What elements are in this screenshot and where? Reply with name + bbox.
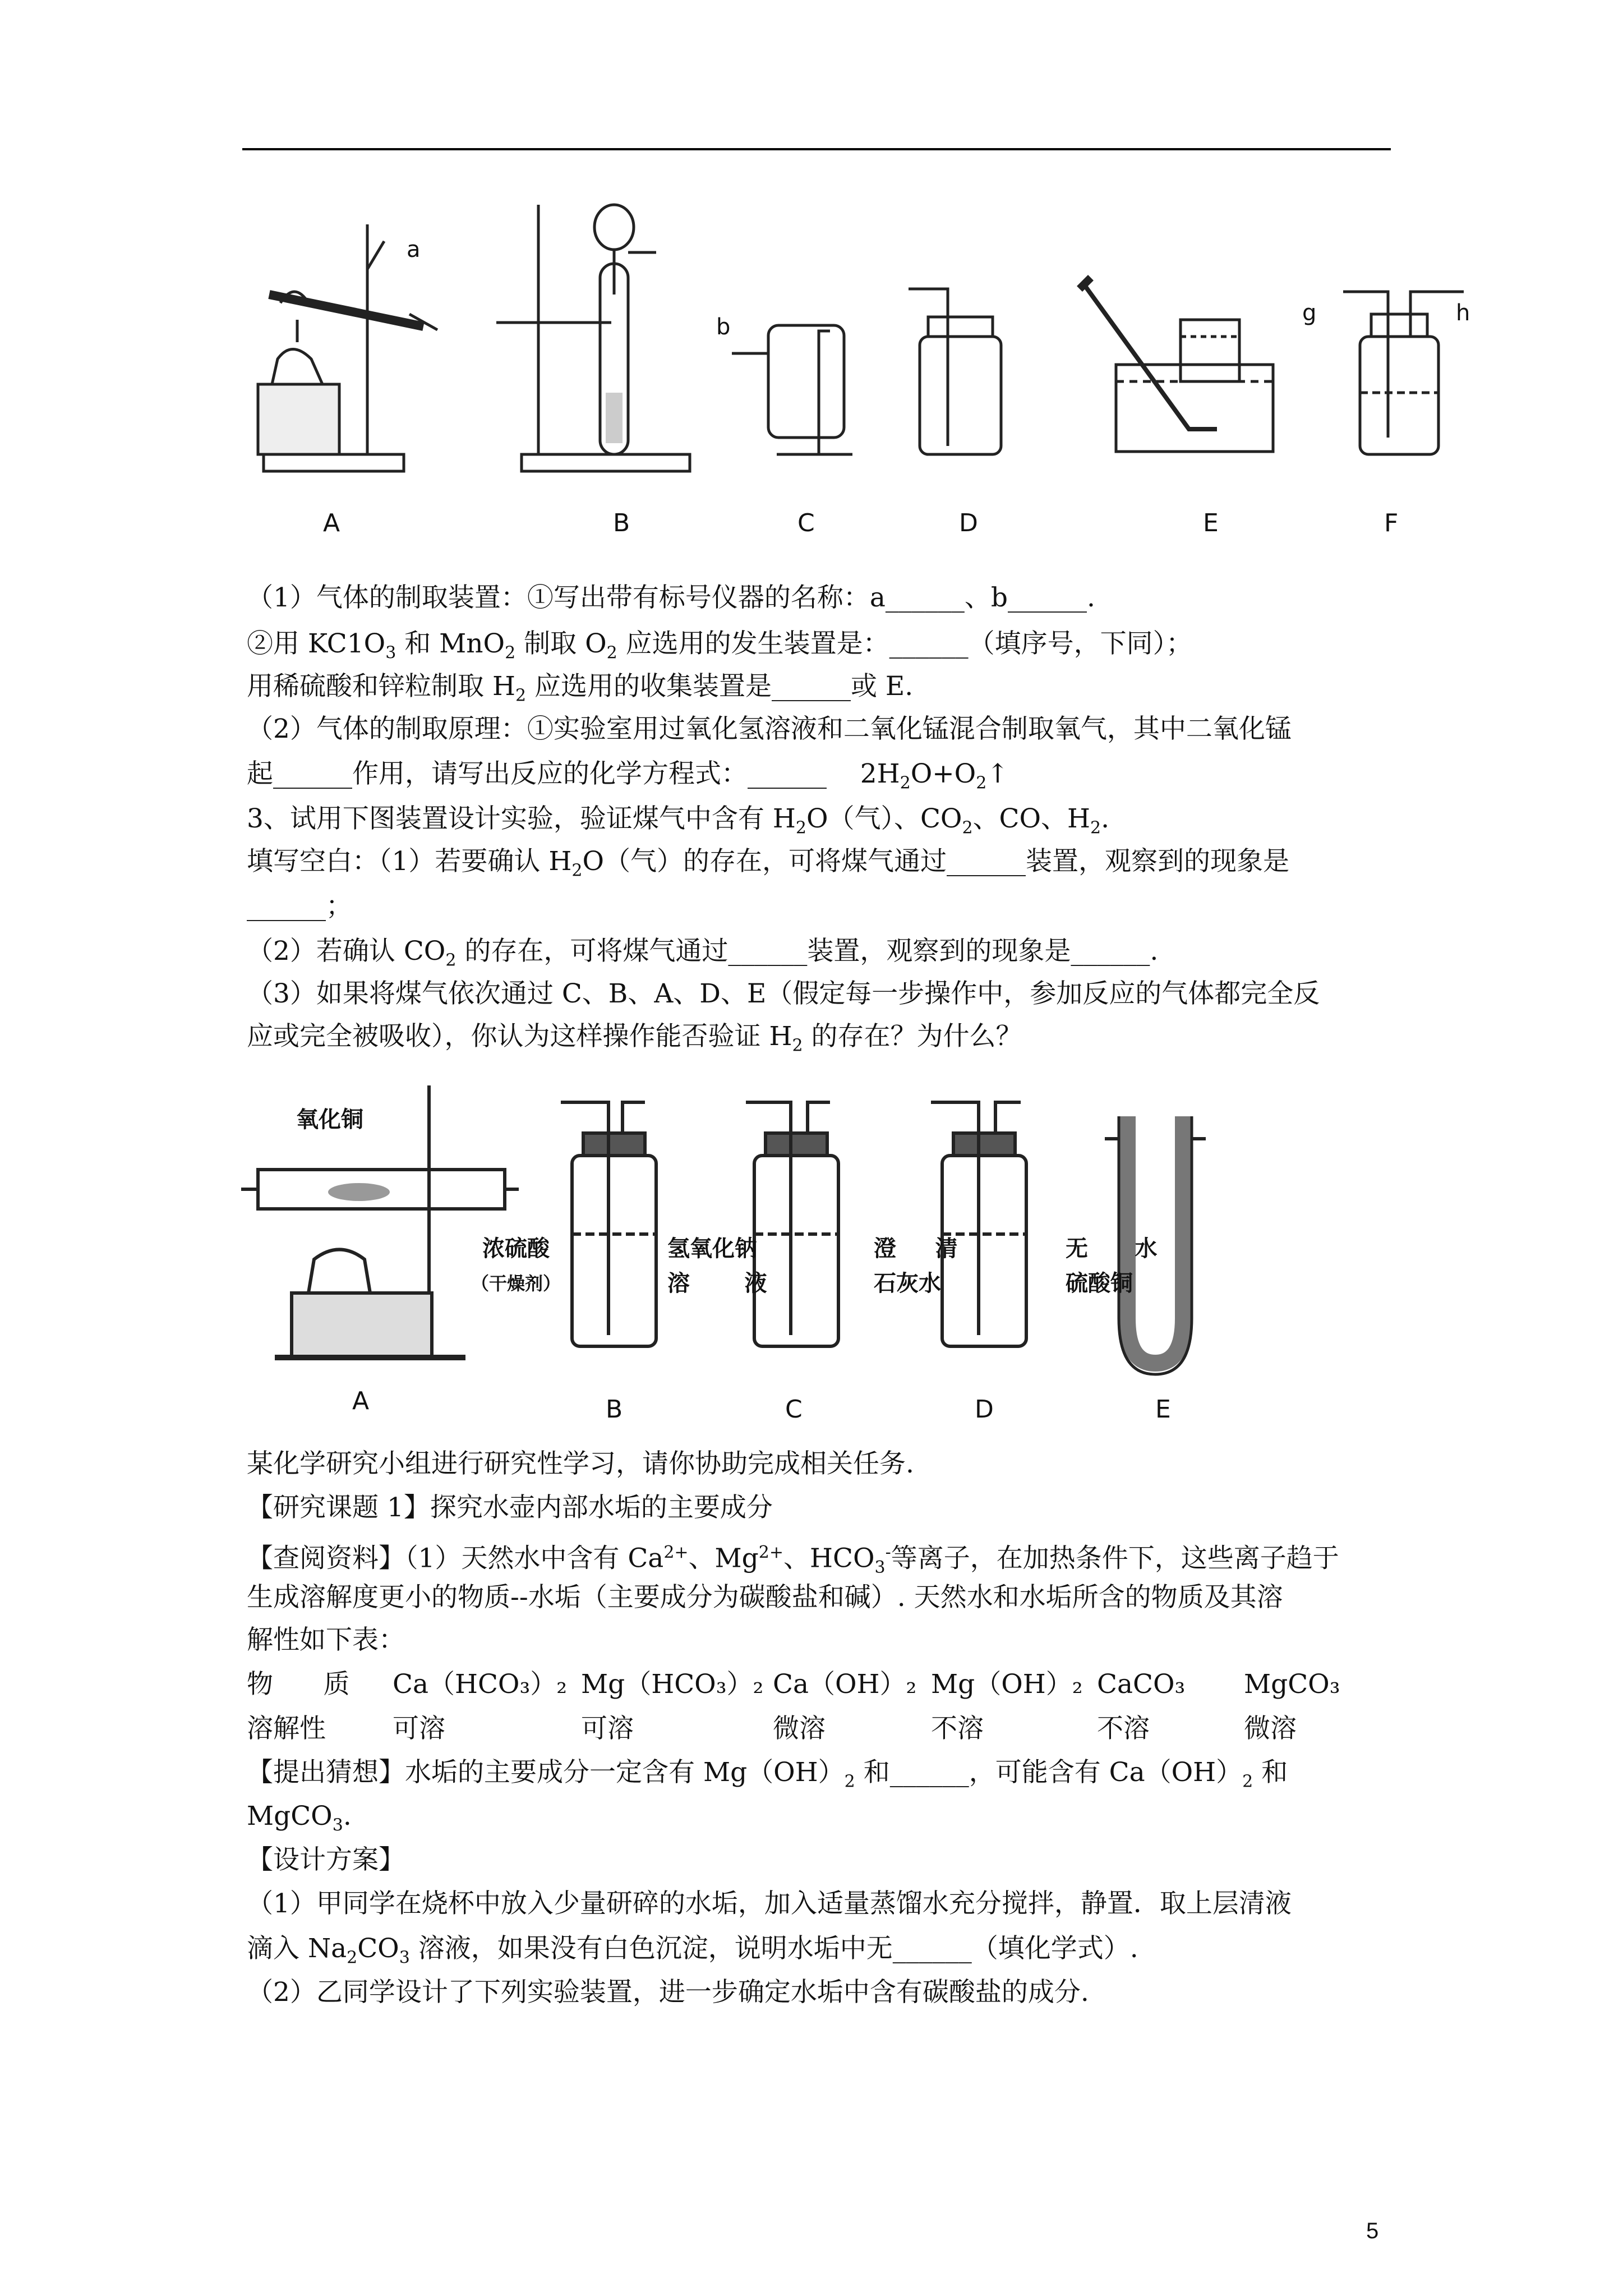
research-line5: 解性如下表：	[247, 1625, 405, 1655]
table-row-label: 溶解性	[247, 1713, 326, 1744]
research-line7: MgCO$_3$.	[247, 1801, 352, 1835]
apparatus-a2	[241, 1085, 519, 1358]
research-line8: 【设计方案】	[247, 1844, 405, 1875]
q1-line4: （2）气体的制取原理：①实验室用过氧化氢溶液和二氧化锰混合制取氧气，其中二氧化锰	[247, 714, 1292, 744]
q3-line4: （2）若确认 $CO_2$ 的存在，可将煤气通过______装置，观察到的现象是______.	[247, 936, 1159, 970]
table-solubility-6: 微溶	[1244, 1713, 1297, 1744]
apparatus-f	[1343, 292, 1464, 454]
fig2-reagent-b2: （干燥剂）	[471, 1273, 561, 1294]
table-solubility-2: 可溶	[581, 1713, 634, 1744]
page-number: 5	[1366, 2219, 1379, 2243]
research-line11: （2）乙同学设计了下列实验装置，进一步确定水垢中含有碳酸盐的成分.	[247, 1977, 1089, 2008]
fig2-reagent-e1: 无 水	[1066, 1235, 1158, 1262]
q1-line1: （1）气体的制取装置：①写出带有标号仪器的名称：a______、b______.	[247, 582, 1095, 613]
fig1-label-d: D	[959, 509, 978, 537]
research-line9: （1）甲同学在烧杯中放入少量研碎的水垢，加入适量蒸馏水充分搅拌，静置．取上层清液	[247, 1888, 1292, 1919]
fig2-reagent-d2: 石灰水	[874, 1270, 941, 1296]
fig1-mark-h: h	[1456, 300, 1470, 326]
fig2-reagent-c1: 氢氧化钠	[667, 1235, 757, 1262]
apparatus-c2	[746, 1102, 838, 1346]
apparatus-d2	[931, 1102, 1026, 1346]
fig2-reagent-a: 氧化铜	[296, 1106, 363, 1133]
table-substance-2: Mg（HCO₃）₂	[581, 1669, 764, 1700]
table-substance-1: Ca（HCO₃）₂	[393, 1669, 568, 1700]
q3-line2: 填写空白：（1）若要确认 $H_2O$（气）的存在，可将煤气通过______装置，观察到的现象是	[247, 846, 1289, 881]
q3-line1: 3、试用下图装置设计实验，验证煤气中含有 $H_2O$（气）、$CO_2$、CO、$H_2$.	[247, 803, 1110, 838]
table-header-label: 物 质	[247, 1669, 350, 1700]
research-line6: 【提出猜想】水垢的主要成分一定含有 $Mg(OH)_2$ 和______，可能含有 $Ca(OH)_2$ 和	[247, 1757, 1288, 1792]
apparatus-d	[909, 289, 1001, 454]
table-substance-5: CaCO₃	[1097, 1669, 1186, 1700]
q3-line6: 应或完全被吸收），你认为这样操作能否验证 $H_2$ 的存在？为什么？	[247, 1021, 1022, 1056]
research-line3: 【查阅资料】（1）天然水中含有 $Ca^{2+}$、$Mg^{2+}$、$HCO_3^-$等离子，在加热条件下，这些离子趋于	[247, 1543, 1339, 1578]
fig1-label-a: A	[323, 509, 340, 537]
fig1-label-c: C	[797, 509, 815, 537]
table-substance-6: MgCO₃	[1244, 1669, 1340, 1700]
apparatus-e	[1080, 278, 1273, 452]
apparatus-b2	[561, 1102, 656, 1346]
fig2-label-b: B	[606, 1395, 623, 1424]
table-substance-3: Ca（OH）₂	[773, 1669, 917, 1700]
research-line2: 【研究课题 1】探究水壶内部水垢的主要成分	[247, 1492, 773, 1523]
fig2-reagent-c2: 溶 液	[667, 1270, 767, 1296]
table-substance-4: Mg（OH）₂	[931, 1669, 1083, 1700]
fig1-label-e: E	[1203, 509, 1219, 537]
fig1-mark-a: a	[407, 237, 421, 263]
fig1-mark-b: b	[716, 314, 731, 340]
fig2-label-a: A	[352, 1387, 370, 1415]
fig2-label-e: E	[1155, 1395, 1171, 1424]
q1-line3: 用稀硫酸和锌粒制取 $H_2$ 应选用的收集装置是______或 E.	[247, 671, 914, 706]
q1-line5: 起______作用，请写出反应的化学方程式：______ $2H_2O+O_2↑$	[247, 758, 1009, 793]
header-rule	[242, 148, 1391, 150]
table-solubility-1: 可溶	[393, 1713, 445, 1744]
fig1-label-f: F	[1384, 509, 1399, 537]
table-solubility-4: 不溶	[931, 1713, 984, 1744]
research-line4: 生成溶解度更小的物质--水垢（主要成分为碳酸盐和碱）. 天然水和水垢所含的物质及其溶	[247, 1582, 1283, 1613]
research-line10: 滴入 $Na_2CO_3$ 溶液，如果没有白色沉淀，说明水垢中无______（填化学式）.	[247, 1933, 1138, 1968]
apparatus-b	[496, 205, 690, 471]
fig2-label-c: C	[785, 1395, 803, 1424]
q1-line2: ②用 $KC1O_3$ 和 MnO$_2$ 制取 $O_2$ 应选用的发生装置是：______（填序号，下同）；	[247, 628, 1193, 663]
research-line1: 某化学研究小组进行研究性学习，请你协助完成相关任务.	[247, 1448, 914, 1479]
fig1-label-b: B	[613, 509, 630, 537]
q3-line3: ______；	[247, 891, 352, 922]
table-solubility-3: 微溶	[773, 1713, 826, 1744]
fig1-mark-g: g	[1302, 300, 1317, 326]
fig2-reagent-b1: 浓硫酸	[482, 1235, 550, 1262]
fig2-reagent-d1: 澄 清	[874, 1235, 958, 1262]
fig2-reagent-e2: 硫酸铜	[1066, 1270, 1133, 1296]
apparatus-c	[732, 325, 852, 454]
table-solubility-5: 不溶	[1097, 1713, 1150, 1744]
q3-line5: （3）如果将煤气依次通过 C、B、A、D、E（假定每一步操作中，参加反应的气体都完全反	[247, 978, 1320, 1009]
fig2-label-d: D	[975, 1395, 994, 1424]
